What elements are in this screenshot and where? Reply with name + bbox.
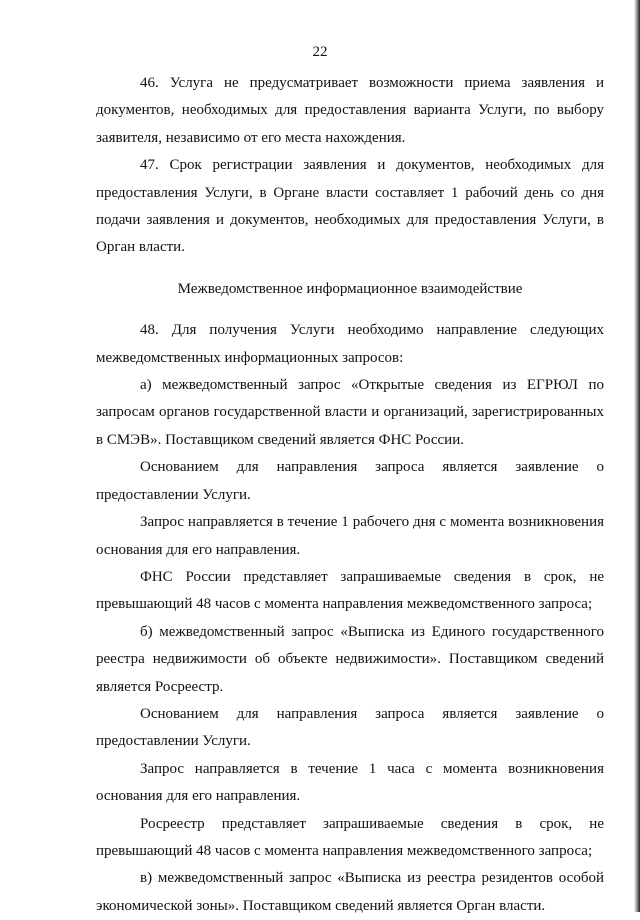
- paragraph-timing-a: Запрос направляется в течение 1 рабочего дня с момента возникновения основания для его направления.: [96, 514, 604, 558]
- paragraph-48-c: в) межведомственный запрос «Выписка из реестра резидентов особой экономической зоны». Поставщиком сведений является Орган власти.: [96, 870, 604, 914]
- paragraph-response-a: ФНС России представляет запрашиваемые сведения в срок, не превышающий 48 часов с момента направления межведомственного запроса;: [96, 568, 604, 613]
- paragraph-48-a: а) межведомственный запрос «Открытые сведения из ЕГРЮЛ по запросам органов государственной власти и организаций, зарегистрированных в СМЭВ». Поставщиком сведений является ФНС России.: [96, 377, 604, 448]
- paragraph-47: 47. Срок регистрации заявления и документов, необходимых для предоставления Услуги, в Органе власти составляет 1 рабочий день со дня подачи заявления и документов, необходимых для предоставления Услуги, в Орган власти.: [96, 157, 604, 256]
- scan-edge-shadow: [634, 0, 640, 912]
- paragraph-basis-b: Основанием для направления запроса является заявление о предоставлении Услуги.: [96, 705, 604, 750]
- paragraph-response-b: Росреестр представляет запрашиваемые сведения в срок, не превышающий 48 часов с момента направления межведомственного запроса;: [96, 815, 604, 859]
- paragraph-46: 46. Услуга не предусматривает возможности приема заявления и документов, необходимых для предоставления варианта Услуги, по выбору заявителя, независимо от его места нахождения.: [96, 75, 604, 146]
- document-body: [96, 70, 604, 920]
- paragraph-48-b: б) межведомственный запрос «Выписка из Единого государственного реестра недвижимости об объекте недвижимости». Поставщиком сведений является Росреестр.: [96, 623, 604, 695]
- paragraph-48: 48. Для получения Услуги необходимо направление следующих межведомственных информационных запросов:: [96, 322, 604, 366]
- paragraph-basis-a: Основанием для направления запроса является заявление о предоставлении Услуги.: [96, 459, 604, 503]
- page-number: 22: [312, 44, 328, 60]
- paragraph-timing-b: Запрос направляется в течение 1 часа с момента возникновения основания для его направления.: [96, 760, 604, 805]
- section-heading: Межведомственное информационное взаимодействие: [177, 280, 523, 297]
